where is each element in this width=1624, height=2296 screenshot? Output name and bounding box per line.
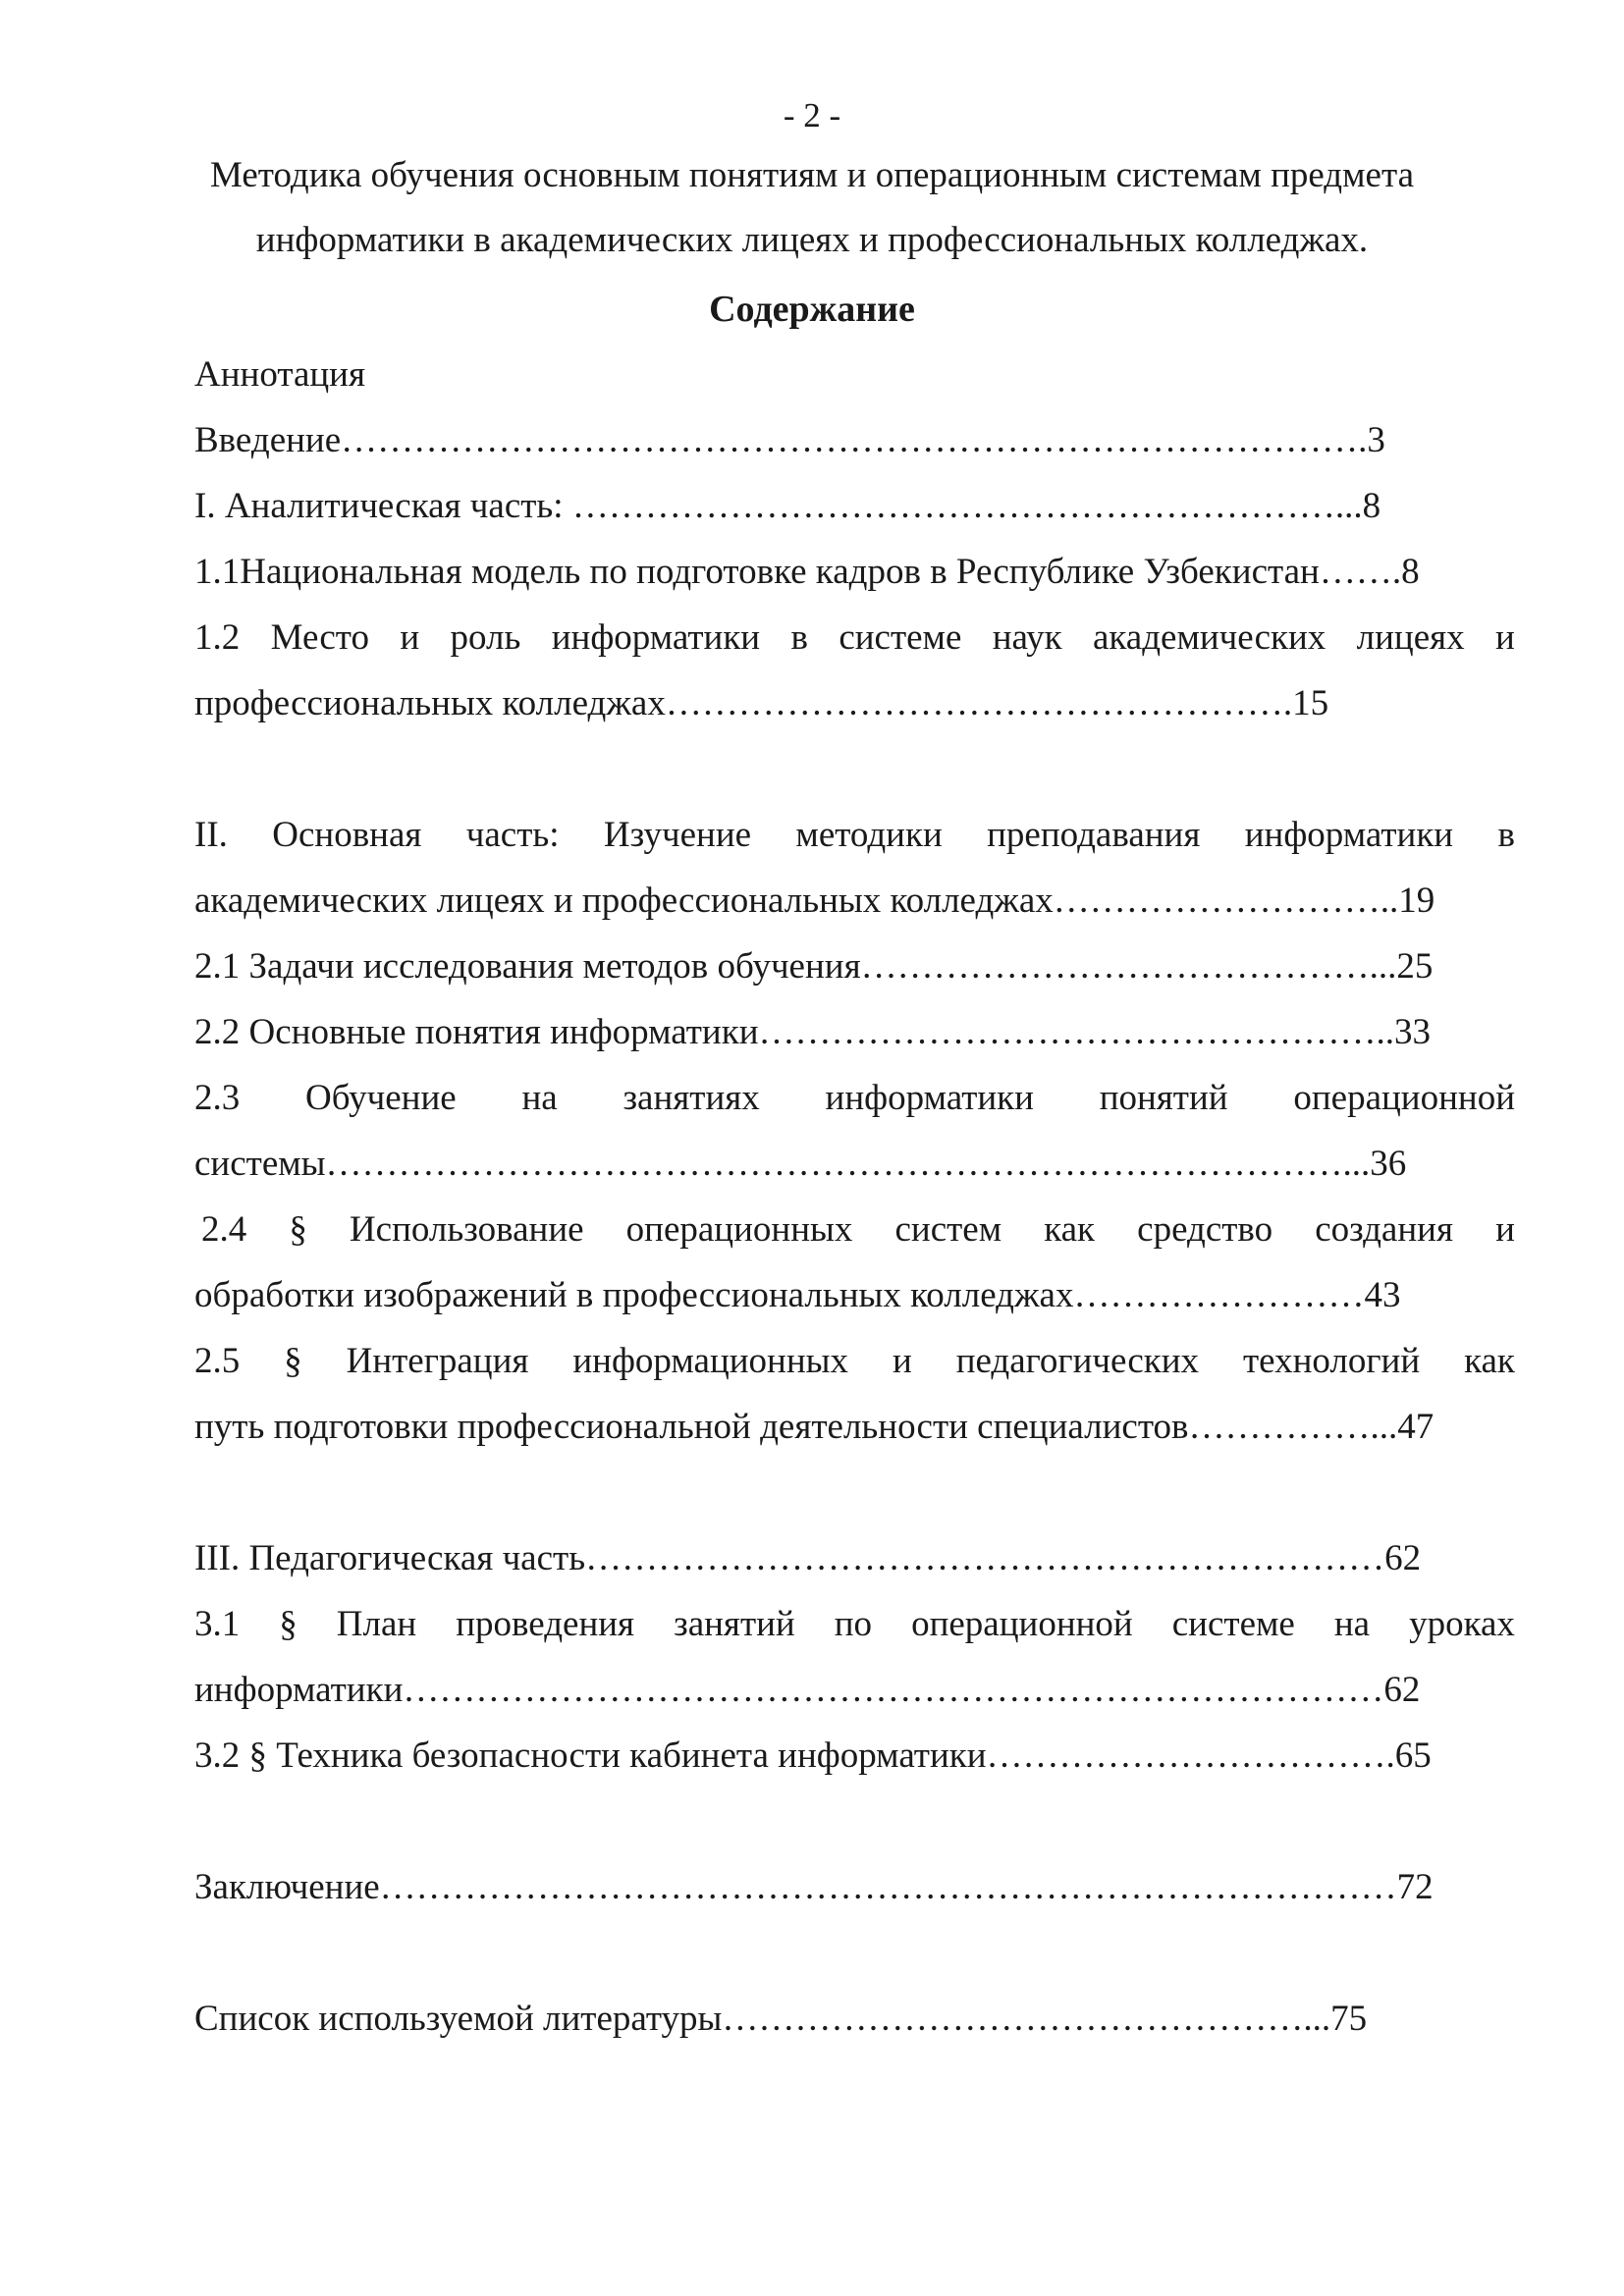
toc-word: Использование: [349, 1209, 584, 1250]
toc-word: проведения: [456, 1604, 635, 1644]
toc-word: II.: [194, 815, 228, 855]
toc-word: систем: [894, 1209, 1002, 1250]
toc-word: 3.1: [194, 1604, 241, 1644]
toc-word: преподавания: [987, 815, 1201, 855]
toc-part-1: I. Аналитическая часть: ………………………………………………………...8: [194, 486, 1381, 526]
toc-word: на: [521, 1078, 558, 1118]
toc-word: информатики: [1244, 815, 1454, 855]
toc-section-1-2: [194, 614, 1515, 662]
toc-word: педагогических: [955, 1341, 1200, 1381]
toc-word: информационных: [572, 1341, 849, 1381]
toc-word: 2.5: [194, 1341, 241, 1381]
toc-section-1-2-cont: профессиональных колледжах…………………………………………….15: [194, 683, 1329, 723]
toc-word: §: [279, 1604, 298, 1644]
toc-word: наук: [992, 617, 1062, 658]
toc-word: как: [1464, 1341, 1515, 1381]
toc-word: технологий: [1242, 1341, 1421, 1381]
toc-word: и: [400, 617, 420, 658]
document-title: [147, 143, 1477, 273]
toc-section-3-1-cont: информатики………………………………………………………………………62: [194, 1670, 1421, 1710]
title-line-1: Методика обучения основным понятиям и операционным системам предмета: [209, 155, 1415, 195]
toc-section-3-1: [194, 1601, 1515, 1648]
toc-word: занятиях: [623, 1078, 760, 1118]
toc-word: операционной: [1293, 1078, 1515, 1118]
toc-word: информатики: [551, 617, 761, 658]
toc-section-2-1: 2.1 Задачи исследования методов обучения……………………………………...25: [194, 946, 1434, 987]
toc-part-3: III. Педагогическая часть…………………………………………………………62: [194, 1538, 1422, 1578]
toc-literature: Список используемой литературы…………………………………………...75: [194, 1999, 1368, 2039]
toc-word: понятий: [1099, 1078, 1228, 1118]
toc-word: Интеграция: [346, 1341, 529, 1381]
page-number: - 2 -: [783, 96, 841, 134]
toc-word: системе: [839, 617, 962, 658]
toc-word: 2.3: [194, 1078, 241, 1118]
toc-section-2-5-cont: путь подготовки профессиональной деятельности специалистов……………...47: [194, 1407, 1435, 1447]
toc-word: информатики: [825, 1078, 1034, 1118]
toc-word: в: [1497, 815, 1515, 855]
toc-section-2-4: [201, 1206, 1515, 1254]
toc-section-2-4-cont: обработки изображений в профессиональных колледжах……………………43: [194, 1275, 1401, 1315]
toc-word: Место: [270, 617, 369, 658]
toc-word: средство: [1137, 1209, 1273, 1250]
toc-section-2-3: [194, 1075, 1515, 1122]
toc-word: методики: [795, 815, 943, 855]
toc-word: как: [1044, 1209, 1096, 1250]
toc-word: часть:: [465, 815, 560, 855]
toc-word: операционной: [911, 1604, 1133, 1644]
toc-heading: Содержание: [709, 289, 915, 330]
toc-word: занятий: [674, 1604, 795, 1644]
toc-word: Основная: [272, 815, 422, 855]
toc-word: и: [1495, 617, 1515, 658]
title-line-2: информатики в академических лицеях и профессиональных колледжах.: [255, 220, 1369, 260]
toc-word: в: [790, 617, 808, 658]
toc-conclusion: Заключение…………………………………………………………………………72: [194, 1867, 1434, 1907]
toc-word: роль: [450, 617, 521, 658]
toc-part-2-cont: академических лицеях и профессиональных колледжах………………………..19: [194, 881, 1435, 921]
toc-word: системе: [1171, 1604, 1295, 1644]
toc-word: академических: [1092, 617, 1326, 658]
toc-word: План: [336, 1604, 417, 1644]
toc-word: 1.2: [194, 617, 241, 658]
toc-part-2: [194, 812, 1515, 859]
toc-word: §: [289, 1209, 307, 1250]
toc-word: операционных: [625, 1209, 853, 1250]
toc-word: 2.4: [201, 1209, 247, 1250]
toc-word: на: [1333, 1604, 1371, 1644]
toc-section-3-2: 3.2 § Техника безопасности кабинета информатики…………………………….65: [194, 1735, 1432, 1776]
toc-word: создания: [1315, 1209, 1453, 1250]
toc-section-2-3-cont: системы…………………………………………………………………………...36: [194, 1144, 1407, 1184]
toc-section-2-5: [194, 1338, 1515, 1385]
toc-section-1-1: 1.1Национальная модель по подготовке кадров в Республике Узбекистан…….8: [194, 552, 1420, 592]
toc-word: §: [284, 1341, 302, 1381]
toc-word: лицеях: [1356, 617, 1465, 658]
toc-word: по: [834, 1604, 873, 1644]
toc-word: Изучение: [603, 815, 752, 855]
toc-section-2-2: 2.2 Основные понятия информатики……………………………………………..33: [194, 1012, 1431, 1052]
toc-word: уроках: [1409, 1604, 1515, 1644]
toc-word: и: [892, 1341, 912, 1381]
toc-word: Обучение: [305, 1078, 457, 1118]
toc-annotation: Аннотация: [194, 354, 365, 395]
toc-intro: Введение………………………………………………………………………….3: [194, 420, 1385, 460]
toc-word: и: [1495, 1209, 1515, 1250]
